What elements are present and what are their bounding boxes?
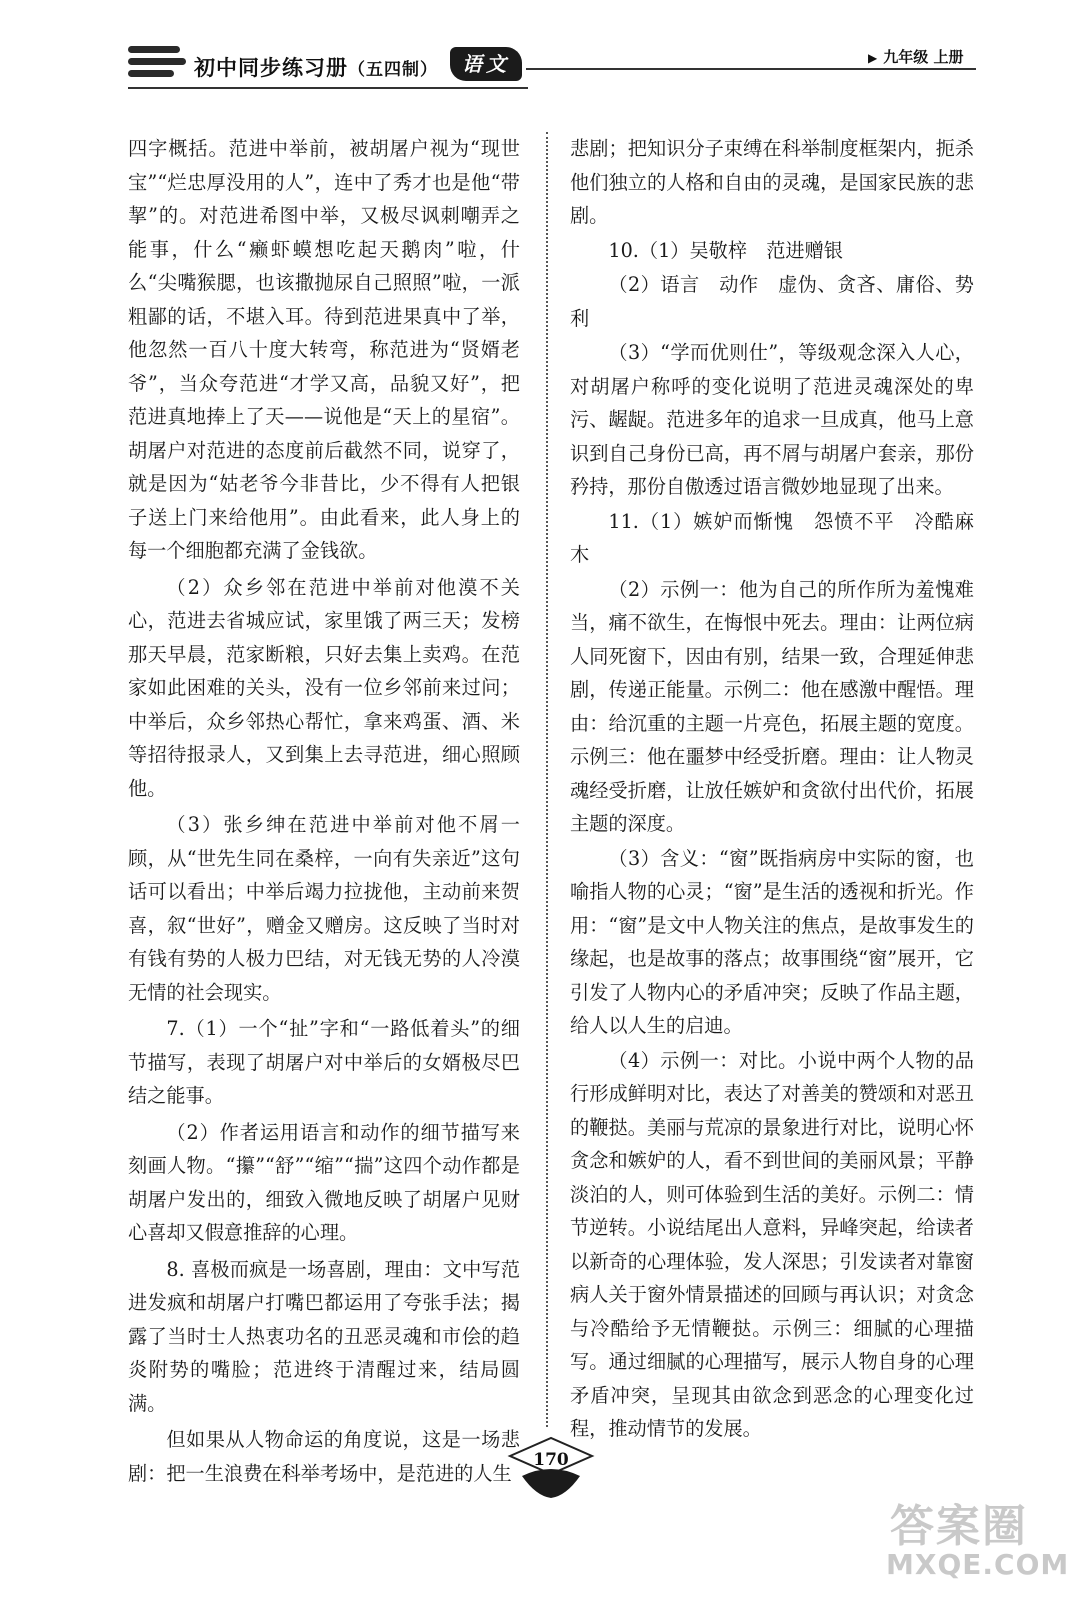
left-column xyxy=(128,132,520,1490)
book-title xyxy=(194,52,438,82)
answer-paragraph: （2）众乡邻在范进中举前对他漠不关心，范进去省城应试，家里饿了两三天；发榜那天早晨，范家断粮，只好去集上卖鸡。在范家如此困难的关头，没有一位乡邻前来过问；中举后，众乡邻热心帮忙，拿来鸡蛋、酒、米等招待报录人，又到集上去寻范进，细心照顾他。 xyxy=(128,575,520,800)
header-rule xyxy=(526,68,976,70)
triangle-right-icon: ▶ xyxy=(868,51,878,65)
answer-paragraph: （2）作者运用语言和动作的细节描写来刻画人物。“攥”“舒”“缩”“揣”这四个动作都是胡屠户发出的，细致入微地反映了胡屠户见财心喜却又假意推辞的心理。 xyxy=(128,1120,520,1244)
header-underline xyxy=(128,87,528,89)
subject-badge: 语文 xyxy=(450,47,522,81)
grade-label xyxy=(868,46,963,67)
page-header xyxy=(0,0,1070,110)
answer-paragraph: （3）“学而优则仕”，等级观念深入人心，对胡屠户称呼的变化说明了范进灵魂深处的卑污、龌龊。范进多年的追求一旦成真，他马上意识到自己身份已高，再不屑与胡屠户套亲，那份矜持，那份自傲透过语言微妙地显现了出来。 xyxy=(570,341,974,498)
watermark-url: MXQE.COM xyxy=(886,1548,1070,1581)
answer-paragraph: 悲剧；把知识分子束缚在科举制度框架内，扼杀他们独立的人格和自由的灵魂，是国家民族的悲剧。 xyxy=(570,137,974,227)
page-number-badge xyxy=(506,1432,596,1502)
column-divider xyxy=(546,132,548,1427)
page-number: 170 xyxy=(533,1450,569,1470)
answer-paragraph: 10.（1）吴敬梓 范进赠银 xyxy=(608,238,843,262)
book-edition: （五四制） xyxy=(348,60,438,80)
right-column xyxy=(570,132,974,1446)
answer-paragraph: 8. 喜极而疯是一场喜剧，理由：文中写范进发疯和胡屠户打嘴巴都运用了夸张手法；揭露了当时士人热衷功名的丑恶灵魂和市侩的趋炎附势的嘴脸；范进终于清醒过来，结局圆满。 xyxy=(128,1257,520,1415)
book-logo-icon xyxy=(128,44,186,84)
answer-paragraph: 11.（1）嫉妒而惭愧 怨愤不平 冷酷麻木 xyxy=(570,509,974,566)
answer-paragraph: （2）语言 动作 虚伪、贪吝、庸俗、势利 xyxy=(570,273,974,330)
answer-paragraph: 四字概括。范进中举前，被胡屠户视为“现世宝”“烂忠厚没用的人”，连中了秀才也是他“带挈”的。对范进希图中举，又极尽讽刺嘲弄之能事，什么“癞虾蟆想吃起天鹅肉”啦，什么“尖嘴猴腮，也该撒抛尿自己照照”啦，一派粗鄙的话，不堪入耳。待到范进果真中了举，他忽然一百八十度大转弯，称范进为“贤婿老爷”，当众夸范进“才学又高，品貌又好”，把范进真地捧上了天——说他是“天上的星宿”。胡屠户对范进的态度前后截然不同，说穿了，就是因为“姑老爷今非昔比，少不得有人把银子送上门来给他用”。由此看来，此人身上的每一个细胞都充满了金钱欲。 xyxy=(128,137,520,562)
site-watermark xyxy=(880,1490,1070,1590)
answer-paragraph: 但如果从人物命运的角度说，这是一场悲剧：把一生浪费在科举考场中，是范进的人生 xyxy=(128,1428,520,1485)
answer-paragraph: （3）张乡绅在范进中举前对他不屑一顾，从“世先生同在桑梓，一向有失亲近”这句话可以看出；中举后竭力拉拢他，主动前来贺喜，叙“世好”，赠金又赠房。这反映了当时对有钱有势的人极力巴结，对无钱无势的人冷漠无情的社会现实。 xyxy=(128,813,520,1004)
answer-paragraph: （3）含义：“窗”既指病房中实际的窗，也喻指人物的心灵；“窗”是生活的透视和折光。作用：“窗”是文中人物关注的焦点，是故事发生的缘起，也是故事的落点；故事围绕“窗”展开，它引发了人物内心的矛盾冲突；反映了作品主题，给人以人生的启迪。 xyxy=(570,846,974,1037)
answer-paragraph: （2）示例一：他为自己的所作所为羞愧难当，痛不欲生，在悔恨中死去。理由：让两位病人同死窗下，因由有别，结果一致，合理延伸悲剧，传递正能量。示例二：他在感激中醒悟。理由：给沉重的主题一片亮色，拓展主题的宽度。示例三：他在噩梦中经受折磨。理由：让人物灵魂经受折磨，让放任嫉妒和贪欲付出代价，拓展主题的深度。 xyxy=(570,577,974,835)
answer-paragraph: 7.（1）一个“扯”字和“一路低着头”的细节描写，表现了胡屠户对中举后的女婿极尽巴结之能事。 xyxy=(128,1017,520,1107)
watermark-text: 答案圈 xyxy=(890,1501,1028,1552)
book-title-text: 初中同步练习册 xyxy=(194,56,348,80)
grade-text: 九年级 上册 xyxy=(883,48,964,66)
answer-paragraph: （4）示例一：对比。小说中两个人物的品行形成鲜明对比，表达了对善美的赞颂和对恶丑的鞭挞。美丽与荒凉的景象进行对比，说明心怀贪念和嫉妒的人，看不到世间的美丽风景；平静淡泊的人，则可体验到生活的美好。示例二：情节逆转。小说结尾出人意料，异峰突起，给读者以新奇的心理体验，发人深思；引发读者对靠窗病人关于窗外情景描述的回顾与再认识；对贪念与冷酷给予无情鞭挞。示例三：细腻的心理描写。通过细腻的心理描写，展示人物自身的心理矛盾冲突，呈现其由欲念到恶念的心理变化过程，推动情节的发展。 xyxy=(570,1048,974,1440)
